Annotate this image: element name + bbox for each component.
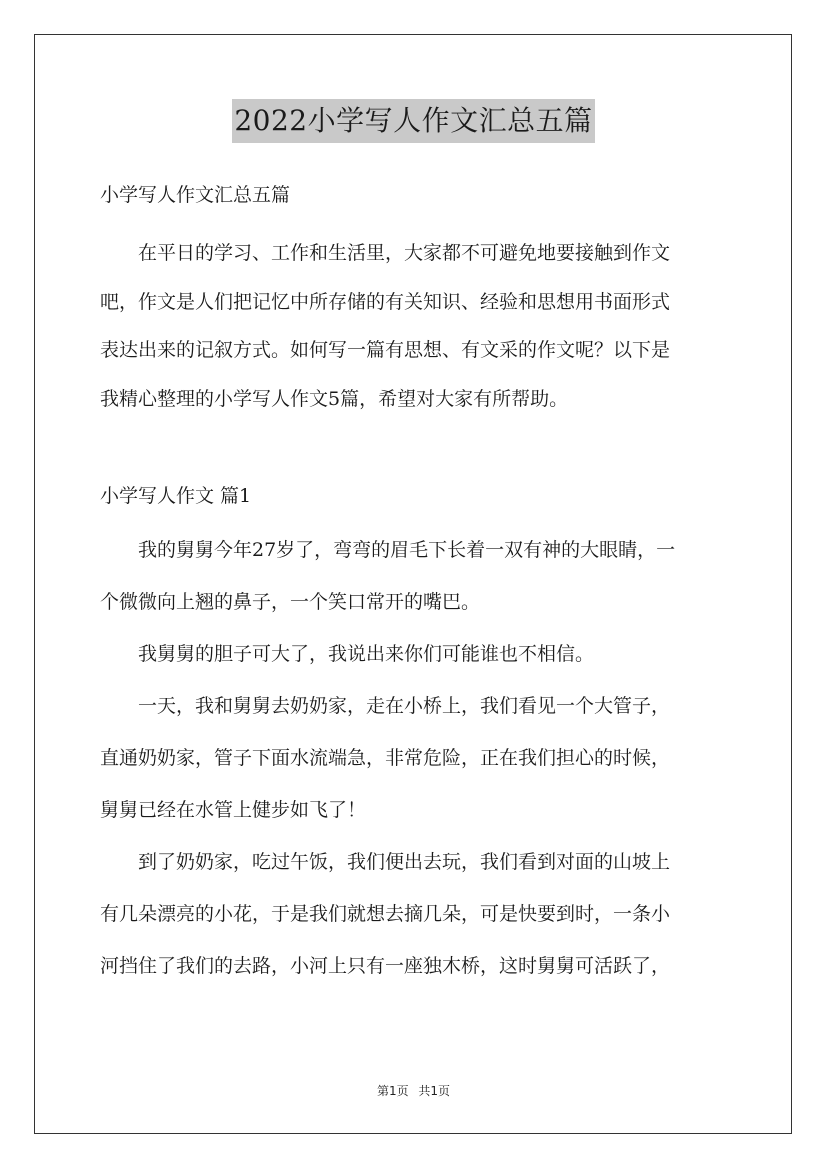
story-line: 到了奶奶家，吃过午饭，我们便出去玩，我们看到对面的山坡上 — [138, 851, 671, 873]
title-container — [0, 99, 827, 143]
story-line: 个微微向上翘的鼻子，一个笑口常开的嘴巴。 — [100, 591, 481, 613]
page-total: 共1页 — [418, 1084, 451, 1098]
story-line: 舅舅已经在水管上健步如飞了！ — [100, 799, 367, 821]
document-subtitle: 小学写人作文汇总五篇 — [100, 184, 291, 206]
story-line: 一天，我和舅舅去奶奶家，走在小桥上，我们看见一个大管子， — [138, 695, 671, 717]
intro-line: 表达出来的记叙方式。如何写一篇有思想、有文采的作文呢？以下是 — [100, 339, 671, 361]
document-title: 2022小学写人作文汇总五篇 — [232, 99, 594, 143]
intro-paragraph — [100, 229, 728, 423]
story-line: 有几朵漂亮的小花，于是我们就想去摘几朵，可是快要到时，一条小 — [100, 903, 671, 925]
page-number: 第1页 — [376, 1084, 409, 1098]
story-body — [100, 524, 728, 992]
intro-line: 吧，作文是人们把记忆中所存储的有关知识、经验和思想用书面形式 — [100, 290, 671, 313]
page-footer — [0, 1082, 827, 1099]
intro-line: 在平日的学习、工作和生活里，大家都不可避免地要接触到作文 — [138, 242, 671, 264]
story-paragraph — [100, 680, 728, 836]
story-line: 我的舅舅今年27岁了，弯弯的眉毛下长着一双有神的大眼睛，一 — [138, 539, 676, 561]
document-body — [100, 176, 728, 992]
story-line: 我舅舅的胆子可大了，我说出来你们可能谁也不相信。 — [138, 643, 595, 665]
story-paragraph — [100, 524, 728, 628]
story-paragraph — [100, 628, 728, 680]
intro-line: 我精心整理的小学写人作文5篇，希望对大家有所帮助。 — [100, 387, 569, 410]
section-heading: 小学写人作文 篇1 — [100, 485, 252, 507]
story-paragraph — [100, 836, 728, 992]
story-line: 直通奶奶家，管子下面水流端急，非常危险，正在我们担心的时候， — [100, 747, 671, 769]
story-line: 河挡住了我们的去路，小河上只有一座独木桥，这时舅舅可活跃了， — [100, 955, 671, 977]
